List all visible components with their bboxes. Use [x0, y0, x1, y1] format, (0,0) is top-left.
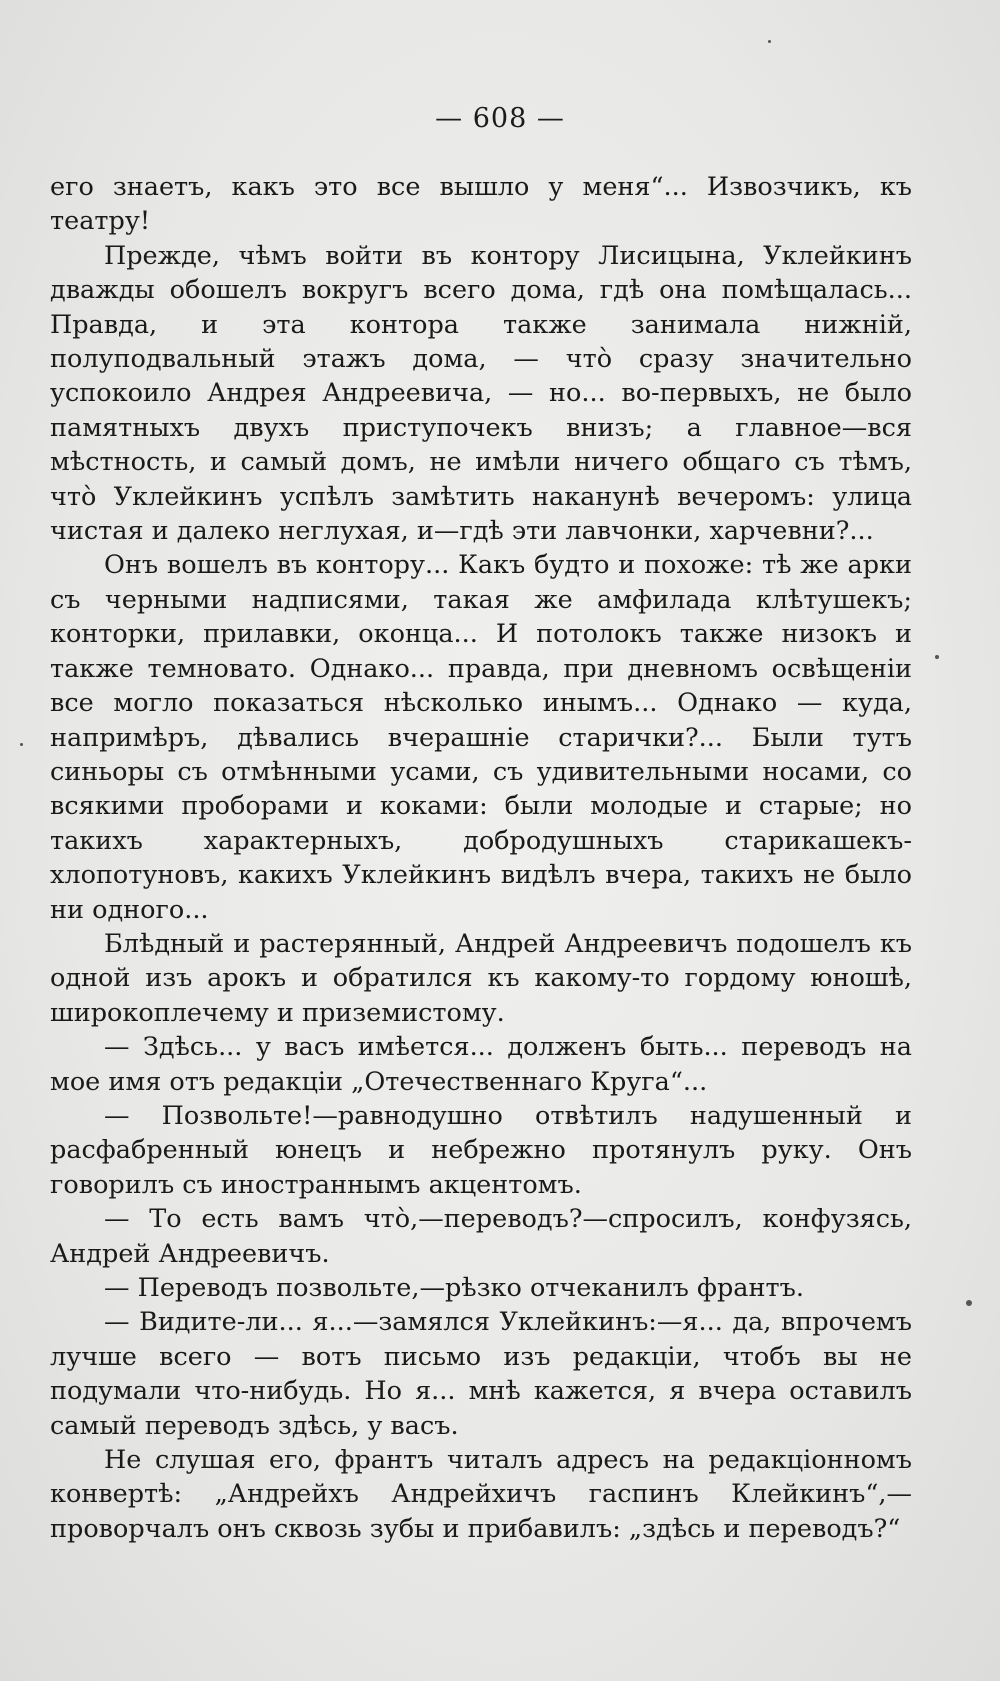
paragraph: Не слушая его, франтъ читалъ адресъ на редакціонномъ конвертѣ: „Андрейхъ Андрейхичъ гаспинъ Клейкинъ“,—проворчалъ онъ сквозь зубы и прибавилъ: „здѣсь и переводъ?“ [50, 1445, 912, 1544]
paper-speck [935, 655, 939, 659]
body-text [50, 170, 912, 1546]
page-number: — 608 — [435, 103, 565, 134]
paragraph: Прежде, чѣмъ войти въ контору Лисицына, Уклейкинъ дважды обошелъ вокругъ всего дома, гдѣ она помѣщалась... Правда, и эта контора также занимала нижній, полуподвальный этажъ дома, — что̀ сразу значительно успокоило Андрея Андреевича, — но... во-первыхъ, не было памятныхъ двухъ приступочекъ внизъ; а главное—вся мѣстность, и самый домъ, не имѣли ничего общаго съ тѣмъ, что̀ Уклейкинъ успѣлъ замѣтить наканунѣ вечеромъ: улица чистая и далеко неглухая, и—гдѣ эти лавчонки, харчевни?... [50, 240, 912, 547]
paragraph: — Здѣсь... у васъ имѣется... долженъ быть... переводъ на мое имя отъ редакціи „Отечественнаго Круга“... [50, 1032, 912, 1097]
paragraph: Онъ вошелъ въ контору... Какъ будто и похоже: тѣ же арки съ черными надписями, такая же амфилада клѣтушекъ; конторки, прилавки, оконца... И потолокъ также низокъ и также темновато. Однако... правда, при дневномъ освѣщеніи все могло показаться нѣсколько инымъ... Однако — куда, напримѣръ, дѣвались вчерашніе старички?... Были тутъ синьоры съ отмѣнными усами, съ удивительными носами, со всякими проборами и коками: были молодые и старые; но такихъ характерныхъ, добродушныхъ старикашекъ-хлопотуновъ, какихъ Уклейкинъ видѣлъ вчера, такихъ не было ни одного... [50, 550, 912, 925]
paper-speck [768, 40, 771, 43]
paragraph: Блѣдный и растерянный, Андрей Андреевичъ подошелъ къ одной изъ арокъ и обратился къ какому-то гордому юношѣ, широкоплечему и приземистому. [50, 928, 912, 1028]
paragraph: — Позвольте!—равнодушно отвѣтилъ надушенный и расфабренный юнецъ и небрежно протянулъ руку. Онъ говорилъ съ иностраннымъ акцентомъ. [50, 1100, 912, 1200]
paragraph: — Переводъ позвольте,—рѣзко отчеканилъ франтъ. [104, 1273, 804, 1303]
paper-speck [966, 1300, 972, 1306]
paragraph: — То есть вамъ что̀,—переводъ?—спросилъ, конфузясь, Андрей Андреевичъ. [50, 1204, 912, 1269]
paragraph: — Видите-ли... я...—замялся Уклейкинъ:—я... да, впрочемъ лучше всего — вотъ письмо изъ редакціи, чтобъ вы не подумали что-нибудь. Но я... мнѣ кажется, я вчера оставилъ самый переводъ здѣсь, у васъ. [50, 1307, 912, 1441]
paper-speck [20, 743, 23, 746]
paragraph: его знаетъ, какъ это все вышло у меня“... Извозчикъ, къ театру! [50, 172, 912, 237]
